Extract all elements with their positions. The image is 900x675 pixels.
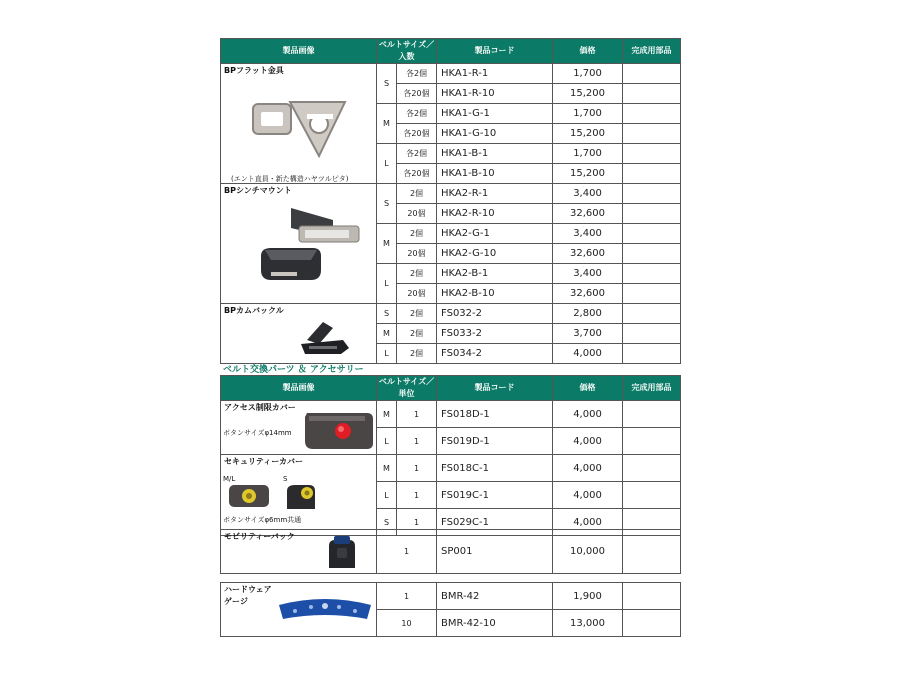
parts-cell	[623, 482, 681, 509]
parts-cell	[623, 244, 681, 264]
product-note: (エント直員・新た構造ハヤツルピタ)	[231, 175, 349, 183]
code-cell: HKA1-B-10	[437, 164, 553, 184]
code-cell: HKA2-G-1	[437, 224, 553, 244]
code-cell: HKA1-G-1	[437, 104, 553, 124]
size-cell: M	[377, 455, 397, 482]
size-cell: L	[377, 428, 397, 455]
header-size-qty: ベルトサイズ／入数	[377, 39, 437, 64]
security-cover-s-image	[283, 483, 319, 513]
product-note: ボタンサイズφ6mm共通	[223, 516, 302, 524]
mobility-bag-image	[325, 534, 359, 572]
parts-cell	[623, 84, 681, 104]
price-cell: 4,000	[553, 401, 623, 428]
header-code: 製品コード	[437, 376, 553, 401]
product-name: BPカムバックル	[224, 306, 284, 315]
code-cell: HKA2-R-10	[437, 204, 553, 224]
product-name: アクセス制限カバー	[224, 403, 296, 412]
code-cell: HKA2-G-10	[437, 244, 553, 264]
size-cell: L	[377, 264, 397, 304]
code-cell: FS018D-1	[437, 401, 553, 428]
parts-cell	[623, 583, 681, 610]
price-cell: 32,600	[553, 204, 623, 224]
header-image: 製品画像	[221, 39, 377, 64]
qty-cell: 20個	[397, 284, 437, 304]
product-cell-cam	[221, 304, 377, 364]
header-price: 価格	[553, 376, 623, 401]
size-cell: S	[377, 509, 397, 536]
product-cell-access	[221, 401, 377, 455]
price-cell: 1,700	[553, 144, 623, 164]
header-price: 価格	[553, 39, 623, 64]
size-cell: S	[377, 64, 397, 104]
price-cell: 15,200	[553, 124, 623, 144]
parts-cell	[623, 304, 681, 324]
price-cell: 4,000	[553, 482, 623, 509]
qty-cell: 各2個	[397, 64, 437, 84]
code-cell: HKA2-B-1	[437, 264, 553, 284]
price-cell: 3,400	[553, 264, 623, 284]
parts-cell	[623, 455, 681, 482]
qty-cell: 1	[397, 455, 437, 482]
qty-cell: 1	[397, 509, 437, 536]
qty-cell: 1	[397, 401, 437, 428]
parts-cell	[623, 324, 681, 344]
parts-cell	[623, 284, 681, 304]
parts-cell	[623, 164, 681, 184]
code-cell: FS019D-1	[437, 428, 553, 455]
parts-cell	[623, 144, 681, 164]
code-cell: FS029C-1	[437, 509, 553, 536]
header-parts: 完成用部品	[623, 39, 681, 64]
size-cell: M	[377, 224, 397, 264]
qty-cell: 各2個	[397, 144, 437, 164]
size-cell: L	[377, 344, 397, 364]
size-cell: M	[377, 104, 397, 144]
price-cell: 4,000	[553, 509, 623, 536]
code-cell: HKA1-B-1	[437, 144, 553, 164]
code-cell: SP001	[437, 530, 553, 574]
qty-cell: 各20個	[397, 164, 437, 184]
price-cell: 3,400	[553, 224, 623, 244]
code-cell: BMR-42-10	[437, 610, 553, 637]
product-cell-mobility	[221, 530, 377, 574]
qty-cell: 1	[397, 428, 437, 455]
size-cell: S	[377, 184, 397, 224]
qty-cell: 2個	[397, 324, 437, 344]
product-cell-security	[221, 455, 377, 536]
size-label-s: S	[283, 475, 288, 483]
size-cell: M	[377, 324, 397, 344]
price-cell: 13,000	[553, 610, 623, 637]
price-cell: 32,600	[553, 244, 623, 264]
flat-buckle-image	[245, 94, 355, 169]
parts-cell	[623, 204, 681, 224]
qty-cell: 各2個	[397, 104, 437, 124]
parts-cell	[623, 184, 681, 204]
price-cell: 15,200	[553, 164, 623, 184]
product-name: セキュリティーカバー	[224, 457, 304, 466]
parts-cell	[623, 124, 681, 144]
qty-cell: 各20個	[397, 124, 437, 144]
header-size-unit: ベルトサイズ／単位	[377, 376, 437, 401]
price-cell: 4,000	[553, 344, 623, 364]
price-cell: 3,400	[553, 184, 623, 204]
qty-cell: 2個	[397, 304, 437, 324]
security-cover-ml-image	[227, 483, 271, 509]
parts-cell	[623, 401, 681, 428]
section-title: ベルト交換パーツ ＆ アクセサリー	[223, 365, 364, 375]
code-cell: BMR-42	[437, 583, 553, 610]
size-cell: M	[377, 401, 397, 428]
parts-cell	[623, 104, 681, 124]
cam-buckle-image	[295, 318, 355, 358]
product-cell-flat	[221, 64, 377, 184]
product-table-gauge	[220, 582, 681, 637]
price-cell: 4,000	[553, 428, 623, 455]
price-cell: 32,600	[553, 284, 623, 304]
parts-cell	[623, 224, 681, 244]
size-label-ml: M/L	[223, 475, 236, 483]
code-cell: FS019C-1	[437, 482, 553, 509]
qty-cell: 20個	[397, 244, 437, 264]
product-table-mobility	[220, 529, 681, 574]
qty-cell: 1	[397, 482, 437, 509]
qty-cell: 2個	[397, 184, 437, 204]
price-cell: 10,000	[553, 530, 623, 574]
access-cover-image	[301, 409, 377, 453]
product-name: BPシンチマウント	[224, 186, 292, 195]
cinch-mount-image	[241, 198, 361, 288]
code-cell: FS033-2	[437, 324, 553, 344]
size-cell: S	[377, 304, 397, 324]
code-cell: FS032-2	[437, 304, 553, 324]
code-cell: HKA1-R-1	[437, 64, 553, 84]
parts-cell	[623, 64, 681, 84]
product-cell-cinch	[221, 184, 377, 304]
qty-cell: 20個	[397, 204, 437, 224]
price-cell: 1,900	[553, 583, 623, 610]
product-note: ボタンサイズφ14mm	[223, 429, 292, 437]
parts-cell	[623, 264, 681, 284]
size-cell: L	[377, 482, 397, 509]
code-cell: HKA2-R-1	[437, 184, 553, 204]
header-parts: 完成用部品	[623, 376, 681, 401]
price-cell: 4,000	[553, 455, 623, 482]
price-cell: 1,700	[553, 104, 623, 124]
price-cell: 1,700	[553, 64, 623, 84]
parts-cell	[623, 530, 681, 574]
qty-cell: 2個	[397, 224, 437, 244]
parts-cell	[623, 428, 681, 455]
header-code: 製品コード	[437, 39, 553, 64]
product-name-line2: ゲージ	[224, 597, 248, 606]
code-cell: HKA2-B-10	[437, 284, 553, 304]
qty-cell: 10	[377, 610, 437, 637]
size-cell: L	[377, 144, 397, 184]
code-cell: HKA1-R-10	[437, 84, 553, 104]
qty-cell: 2個	[397, 264, 437, 284]
price-cell: 2,800	[553, 304, 623, 324]
qty-cell: 1	[377, 583, 437, 610]
qty-cell: 2個	[397, 344, 437, 364]
parts-cell	[623, 344, 681, 364]
product-table-1	[220, 38, 681, 364]
code-cell: HKA1-G-10	[437, 124, 553, 144]
price-cell: 3,700	[553, 324, 623, 344]
qty-cell: 1	[377, 530, 437, 574]
code-cell: FS034-2	[437, 344, 553, 364]
product-name: モビリティーバック	[224, 532, 295, 541]
parts-cell	[623, 610, 681, 637]
product-table-2	[220, 375, 681, 536]
header-image: 製品画像	[221, 376, 377, 401]
product-name-line1: ハードウェア	[224, 585, 272, 594]
code-cell: FS018C-1	[437, 455, 553, 482]
qty-cell: 各20個	[397, 84, 437, 104]
price-cell: 15,200	[553, 84, 623, 104]
product-name: BPフラット金具	[224, 66, 284, 75]
hardware-gauge-image	[275, 595, 375, 627]
product-cell-gauge	[221, 583, 377, 637]
